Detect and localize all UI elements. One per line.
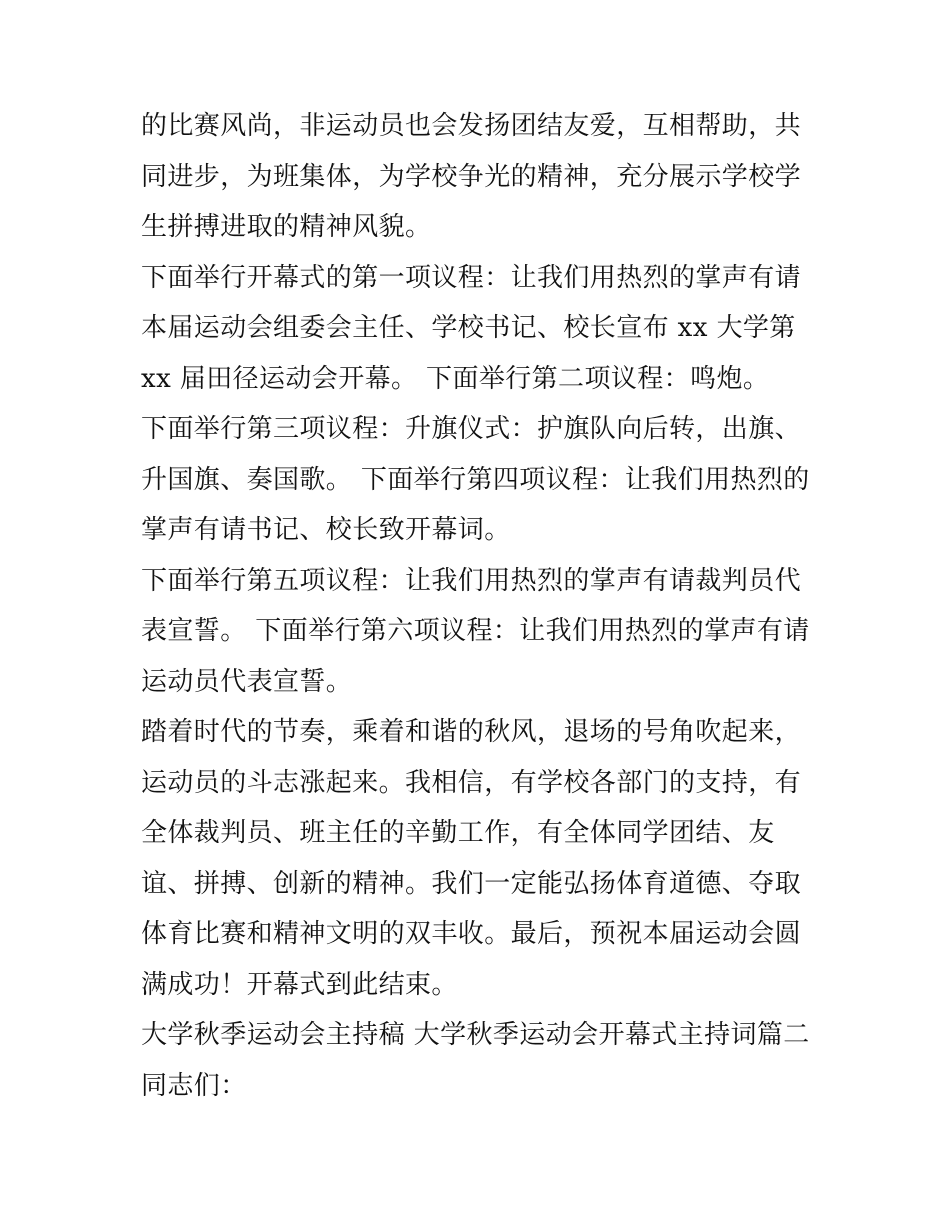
paragraph-3: 下面举行第三项议程：升旗仪式：护旗队向后转，出旗、升国旗、奏国歌。 下面举行第四项议程：让我们用热烈的掌声有请书记、校长致开幕词。 [141, 414, 810, 545]
document-body [141, 101, 821, 1111]
paragraph-4: 下面举行第五项议程：让我们用热烈的掌声有请裁判员代表宣誓。 下面举行第六项议程：让我们用热烈的掌声有请运动员代表宣誓。 [141, 565, 810, 697]
paragraph-6: 大学秋季运动会主持稿 大学秋季运动会开幕式主持词篇二 同志们： [141, 1020, 810, 1101]
paragraph-5: 踏着时代的节奏，乘着和谐的秋风，退场的号角吹起来，运动员的斗志涨起来。我相信，有学校各部门的支持，有全体裁判员、班主任的辛勤工作，有全体同学团结、友谊、拼搏、创新的精神。我们一定能弘扬体育道德、夺取体育比赛和精神文明的双丰收。最后，预祝本届运动会圆满成功！开幕式到此结束。 [141, 717, 802, 1000]
paragraph-1: 的比赛风尚，非运动员也会发扬团结友爱，互相帮助，共同进步，为班集体，为学校争光的精神，充分展示学校学生拼搏进取的精神风貌。 [141, 111, 802, 242]
paragraph-2: 下面举行开幕式的第一项议程：让我们用热烈的掌声有请本届运动会组委会主任、学校书记、校长宣布 xx 大学第 xx 届田径运动会开幕。 下面举行第二项议程：鸣炮。 [141, 262, 802, 394]
